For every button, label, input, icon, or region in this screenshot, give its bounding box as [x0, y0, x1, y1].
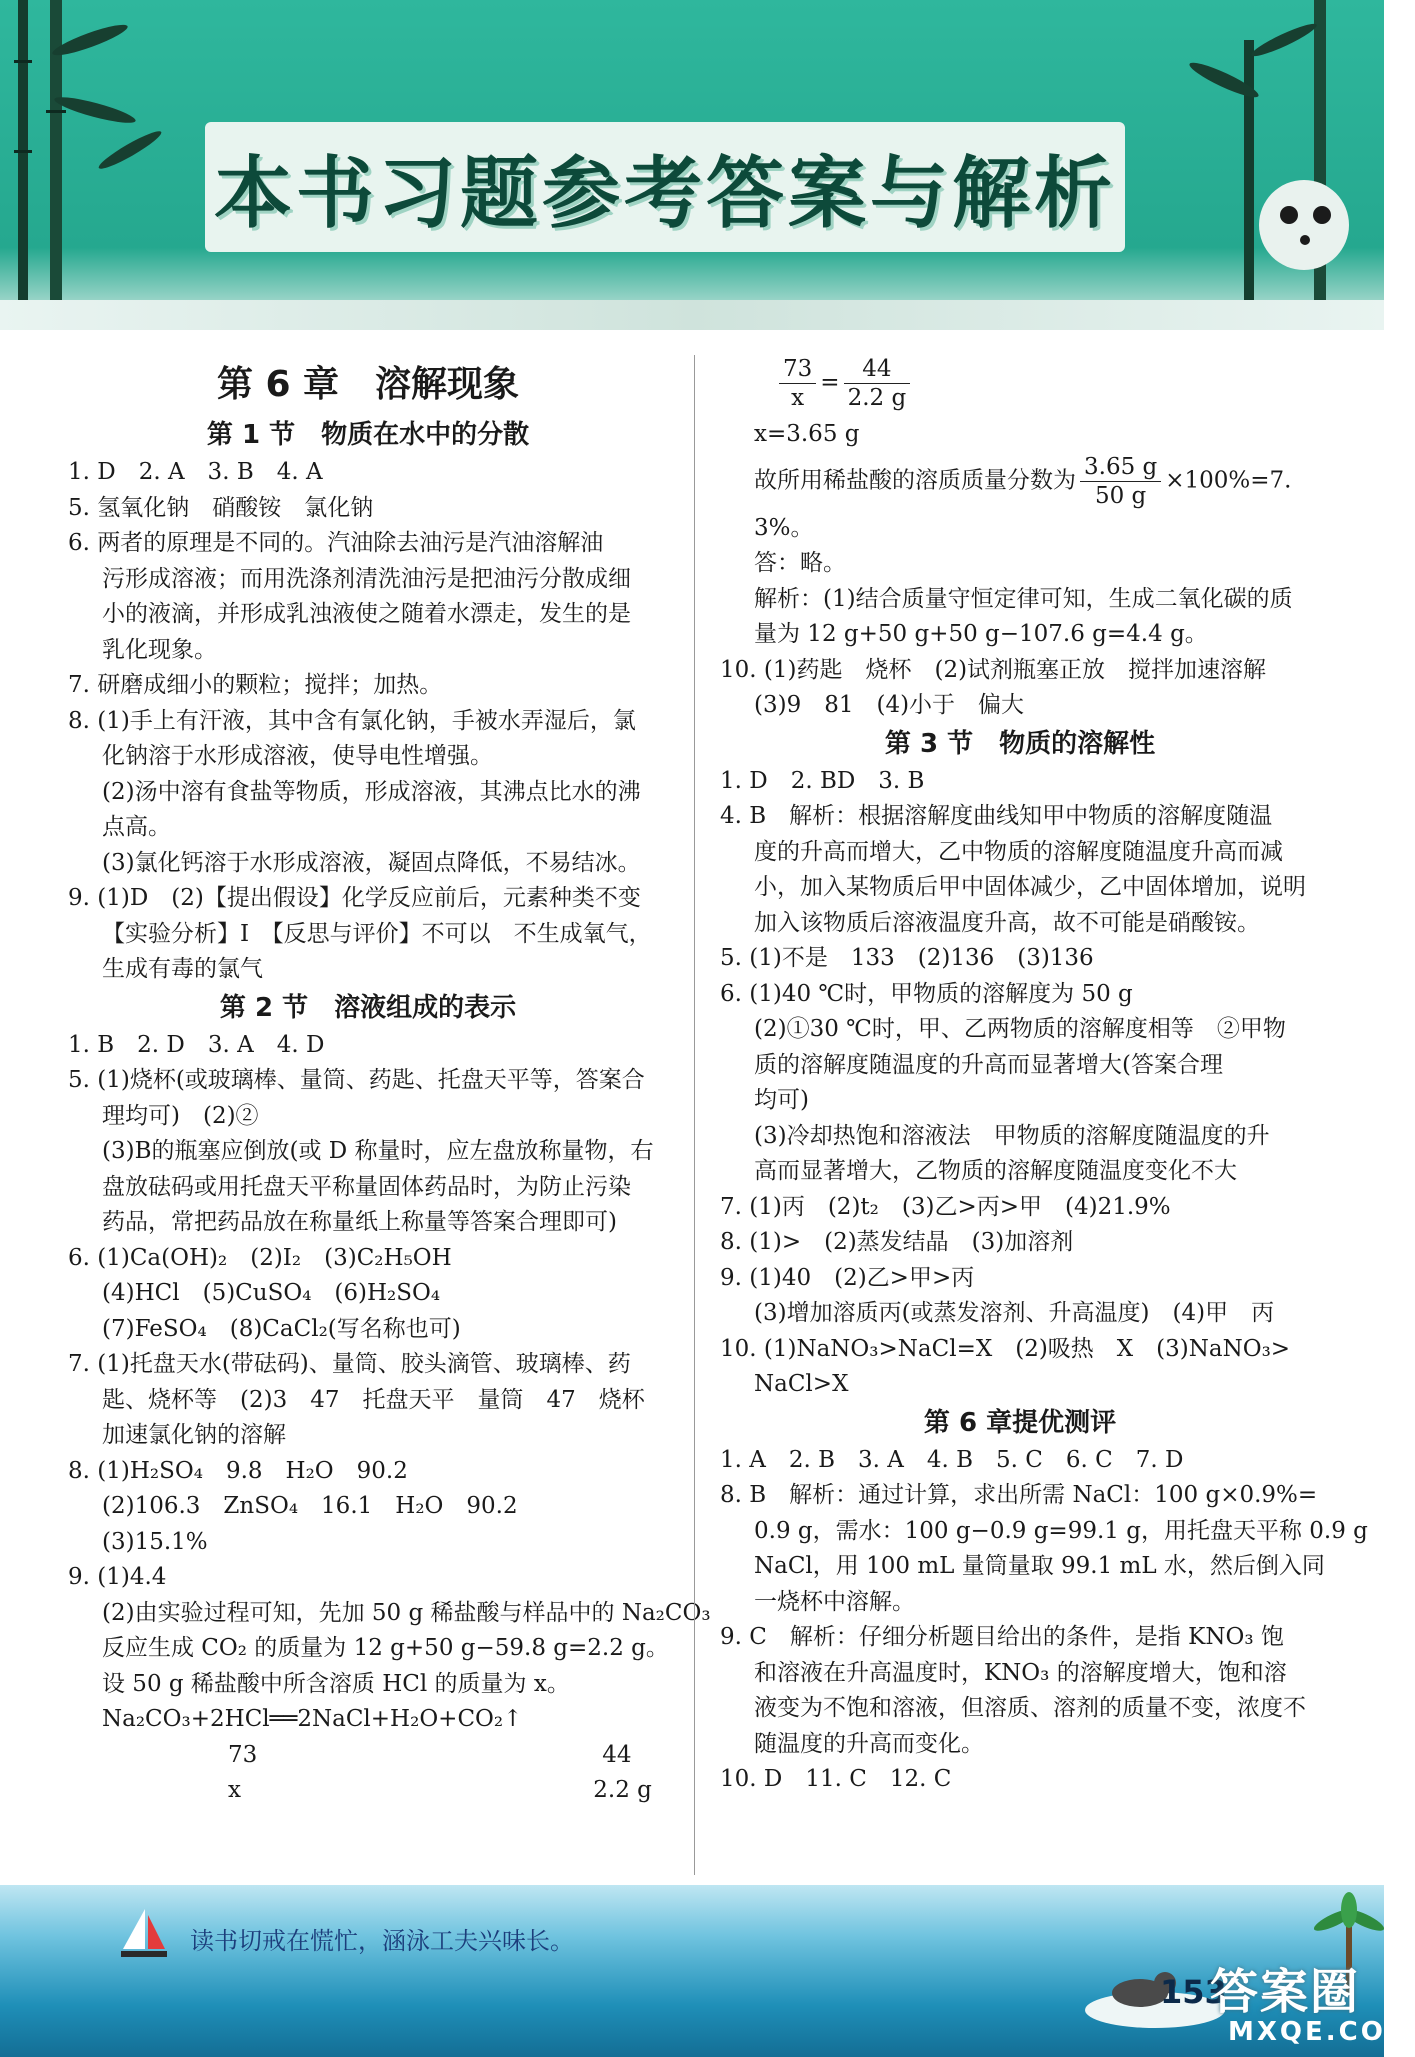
section-title: 第 1 节 物质在水中的分散: [206, 420, 530, 450]
answer-line: (2)106.3 ZnSO₄ 16.1 H₂O 90.2: [102, 1493, 518, 1519]
answer-line: 8. (1)> (2)蒸发结晶 (3)加溶剂: [720, 1229, 1074, 1255]
answer-line: 5. (1)不是 133 (2)136 (3)136: [720, 945, 1094, 971]
answer-line: 10. D 11. C 12. C: [720, 1766, 952, 1792]
answer-line: 质的溶解度随温度的升高而显著增大(答案合理: [754, 1051, 1223, 1078]
bamboo-right-icon: [1184, 0, 1384, 300]
answer-line: (3)冷却热饱和溶液法 甲物质的溶解度随温度的升: [754, 1122, 1270, 1149]
answer-line: 7. (1)丙 (2)t₂ (3)乙>丙>甲 (4)21.9%: [720, 1193, 1171, 1220]
answer-line: (2)汤中溶有食盐等物质，形成溶液，其沸点比水的沸: [102, 778, 641, 805]
answer-line: 9. C 解析：仔细分析题目给出的条件，是指 KNO₃ 饱: [720, 1624, 1284, 1650]
answer-line: (3)9 81 (4)小于 偏大: [754, 692, 1025, 718]
answer-line: 6. 两者的原理是不同的。汽油除去油污是汽油溶解油: [68, 530, 604, 556]
answer-line: 高而显著增大，乙物质的溶解度随温度变化不大: [754, 1158, 1237, 1184]
footer-motto: 读书切戒在慌忙，涵泳工夫兴味长。: [190, 1927, 574, 1955]
answer-line: 加入该物质后溶液温度升高，故不可能是硝酸铵。: [754, 909, 1260, 936]
answer-line: 8. B 解析：通过计算，求出所需 NaCl：100 g×0.9%=: [720, 1482, 1318, 1508]
answer-line: 污形成溶液；而用洗涤剂清洗油污是把油污分散成细: [102, 565, 631, 592]
fraction-denominator: x: [791, 385, 805, 411]
answer-line: 化钠溶于水形成溶液，使导电性增强。: [102, 743, 493, 769]
fraction: [779, 355, 816, 412]
answer-line: 9. (1)40 (2)乙>甲>丙: [720, 1264, 975, 1291]
answer-line: 一烧杯中溶解。: [754, 1588, 915, 1615]
answer-line: 1. A 2. B 3. A 4. B 5. C 6. C 7. D: [720, 1446, 1184, 1473]
column-divider: [694, 355, 695, 1875]
answer-line: 6. (1)Ca(OH)₂ (2)I₂ (3)C₂H₅OH: [68, 1244, 452, 1271]
answer-line: 9. (1)D (2)【提出假设】化学反应前后，元素种类不变: [68, 885, 641, 911]
answer-line: 盘放砝码或用托盘天平称量固体药品时，为防止污染: [102, 1173, 631, 1200]
fraction-denominator: 2.2 g: [847, 385, 907, 411]
bamboo-left-icon: [0, 0, 200, 300]
answer-line: 1. B 2. D 3. A 4. D: [68, 1031, 325, 1058]
answer-line: 4. B 解析：根据溶解度曲线知甲中物质的溶解度随温: [720, 803, 1273, 829]
answer-line: (7)FeSO₄ (8)CaCl₂(写名称也可): [102, 1315, 461, 1342]
section-title: 第 6 章提优测评: [923, 1407, 1117, 1438]
answer-line: 3%。: [754, 514, 814, 541]
fraction-denominator: 50 g: [1094, 482, 1147, 509]
answer-line: 7. (1)托盘天水(带砝码)、量筒、胶头滴管、玻璃棒、药: [68, 1351, 631, 1377]
answer-line: 生成有毒的氯气: [102, 956, 263, 982]
answer-line: 药品，常把药品放在称量纸上称量等答案合理即可): [102, 1209, 617, 1235]
answer-line: (3)增加溶质丙(或蒸发溶剂、升高温度) (4)甲 丙: [754, 1300, 1275, 1326]
answer-line: 10. (1)NaNO₃>NaCl=X (2)吸热 X (3)NaNO₃>: [720, 1335, 1291, 1362]
answer-line: (2)①30 ℃时，甲、乙两物质的溶解度相等 ②甲物: [754, 1016, 1286, 1042]
answer-line: 点高。: [102, 814, 171, 840]
fraction-numerator: 44: [844, 355, 911, 384]
fraction: [844, 355, 911, 412]
answer-line: 反应生成 CO₂ 的质量为 12 g+50 g−59.8 g=2.2 g。: [102, 1635, 669, 1661]
answer-line: (2)由实验过程可知，先加 50 g 稀盐酸与样品中的 Na₂CO₃: [102, 1599, 711, 1626]
answer-line: 5. (1)烧杯(或玻璃棒、量筒、药匙、托盘天平等，答案合: [68, 1067, 645, 1093]
answer-line: 小，加入某物质后甲中固体减少，乙中固体增加，说明: [754, 874, 1306, 900]
page-title: 本书习题参考答案与解析: [213, 149, 1116, 239]
sailboat-icon: [115, 1905, 175, 1965]
answer-line: 设 50 g 稀盐酸中所含溶质 HCl 的质量为 x。: [102, 1670, 570, 1697]
left-column: [68, 355, 711, 1809]
section-title: 第 3 节 物质的溶解性: [884, 728, 1156, 759]
answer-line: 6. (1)40 ℃时，甲物质的溶解度为 50 g: [720, 980, 1133, 1007]
banner-strip: [0, 300, 1384, 330]
proportion-line: [720, 355, 1320, 417]
watermark-url: MXQE.COM: [1228, 2017, 1415, 2047]
answer-line: (4)HCl (5)CuSO₄ (6)H₂SO₄: [102, 1280, 441, 1306]
answer-line: 液变为不饱和溶液，但溶质、溶剂的质量不变，浓度不: [754, 1695, 1306, 1721]
answer-line: (3)氯化钙溶于水形成溶液，凝固点降低，不易结冰。: [102, 849, 641, 876]
answer-line: 解析：(1)结合质量守恒定律可知，生成二氧化碳的质: [754, 585, 1293, 612]
answer-content: [68, 355, 1368, 1885]
percent-line: [720, 453, 1320, 511]
answer-line: 5. 氢氧化钠 硝酸铵 氯化钠: [68, 494, 374, 521]
chapter-title: 第 6 章 溶解现象: [216, 364, 520, 405]
answer-line: 加速氯化钠的溶解: [102, 1422, 286, 1448]
answer-line: x=3.65 g: [754, 421, 860, 447]
section-title: 第 2 节 溶液组成的表示: [219, 992, 517, 1023]
equation-line: Na₂CO₃+2HCl══2NaCl+H₂O+CO₂↑: [102, 1706, 523, 1732]
answer-line: 8. (1)手上有汗液，其中含有氯化钠，手被水弄湿后，氯: [68, 707, 636, 734]
watermark-logo: 答案圈: [1210, 1964, 1361, 2020]
answer-line: (3)15.1%: [102, 1528, 208, 1555]
fraction-numerator: 3.65 g: [1080, 453, 1161, 482]
percent-text: 故所用稀盐酸的溶质质量分数为: [754, 467, 1076, 493]
fraction-numerator: 73: [779, 355, 816, 384]
answer-line: 均可): [754, 1087, 809, 1113]
answer-line: 匙、烧杯等 (2)3 47 托盘天平 量筒 47 烧杯: [102, 1386, 645, 1413]
answer-line: 理均可) (2)②: [102, 1102, 259, 1129]
page-number: 153: [1160, 1973, 1227, 2011]
answer-line: NaCl>X: [754, 1371, 849, 1397]
answer-line: (3)B的瓶塞应倒放(或 D 称量时，应左盘放称量物，右: [102, 1138, 654, 1164]
fraction: [1080, 453, 1161, 510]
footer-sea-banner: [0, 1885, 1415, 2057]
header-banner: [0, 0, 1384, 330]
answer-line: 度的升高而增大，乙中物质的溶解度随温度升高而减: [754, 838, 1283, 865]
answer-line: NaCl，用 100 mL 量筒量取 99.1 mL 水，然后倒入同: [754, 1553, 1325, 1579]
title-box: [205, 122, 1125, 252]
equals-sign: =: [820, 369, 840, 396]
answer-line: 答：略。: [754, 550, 846, 576]
answer-line: 1. D 2. A 3. B 4. A: [68, 459, 323, 485]
equation-line: x 2.2 g: [228, 1777, 652, 1803]
answer-line: 8. (1)H₂SO₄ 9.8 H₂O 90.2: [68, 1457, 408, 1484]
answer-line: 量为 12 g+50 g+50 g−107.6 g=4.4 g。: [754, 621, 1208, 647]
answer-line: 7. 研磨成细小的颗粒；搅拌；加热。: [68, 672, 443, 698]
percent-text: ×100%=7.: [1165, 467, 1292, 493]
answer-line: 1. D 2. BD 3. B: [720, 767, 925, 794]
answer-line: 9. (1)4.4: [68, 1564, 167, 1590]
answer-line: 10. (1)药匙 烧杯 (2)试剂瓶塞正放 搅拌加速溶解: [720, 656, 1267, 683]
answer-line: 小的液滴，并形成乳浊液使之随着水漂走，发生的是: [102, 601, 631, 627]
equation-line: 73 44: [228, 1741, 632, 1768]
right-column: [720, 355, 1368, 1798]
answer-line: 【实验分析】Ⅰ 【反思与评价】不可以 不生成氧气，: [102, 920, 652, 947]
answer-line: 0.9 g，需水：100 g−0.9 g=99.1 g，用托盘天平称 0.9 g: [754, 1517, 1368, 1544]
answer-line: 和溶液在升高温度时，KNO₃ 的溶解度增大，饱和溶: [754, 1659, 1287, 1686]
answer-line: 乳化现象。: [102, 636, 217, 663]
answer-line: 随温度的升高而变化。: [754, 1730, 984, 1757]
